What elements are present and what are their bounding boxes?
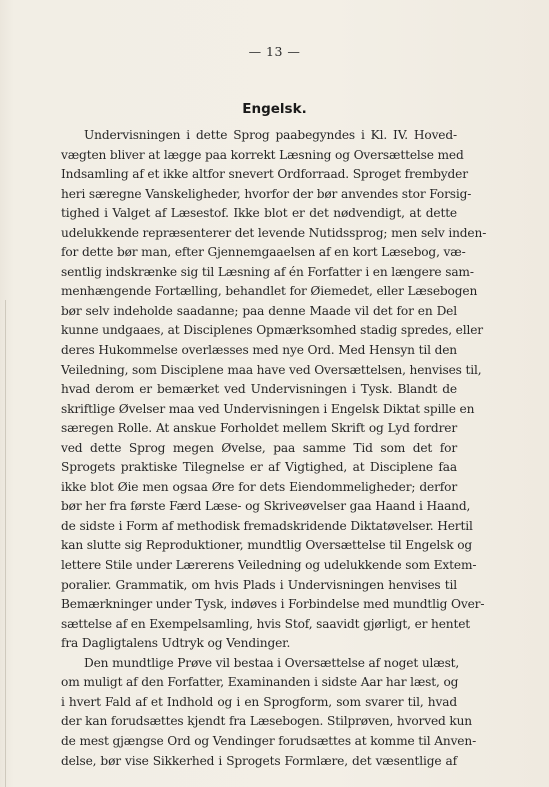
text-line: Bemærkninger under Tysk, indøves i Forbindelse med mundtlig Over-	[61, 597, 485, 612]
text-line: tighed i Valget af Læsestof. Ikke blot er det nødvendigt, at dette	[61, 206, 457, 221]
text-line: om muligt af den Forfatter, Examinanden i sidste Aar har læst, og	[61, 675, 459, 690]
text-line: heri særegne Vanskeligheder, hvorfor der bør anvendes stor Forsig-	[61, 186, 472, 201]
text-line: Sprogets praktiske Tilegnelse er af Vigtighed, at Disciplene faa	[61, 460, 457, 475]
text-line: ikke blot Øie men ogsaa Øre for dets Eiendommeligheder; derfor	[61, 479, 457, 494]
text-line: delse, bør vise Sikkerhed i Sprogets Formlære, det væsentlige af	[61, 753, 457, 768]
text-line: vægten bliver at lægge paa korrekt Læsning og Oversættelse med	[61, 147, 464, 162]
body-text	[61, 126, 487, 771]
text-line: bør her fra første Færd Læse- og Skriveøvelser gaa Haand i Haand,	[61, 499, 471, 514]
text-line: Indsamling af et ikke altfor snevert Ordforraad. Sproget frembyder	[61, 167, 468, 182]
text-line: der kan forudsættes kjendt fra Læsebogen. Stilprøven, hvorved kun	[61, 714, 473, 729]
text-line: kunne undgaaes, at Disciplenes Opmærksomhed stadig spredes, eller	[61, 323, 483, 338]
text-line: udelukkende repræsenterer det levende Nutidssprog; men selv inden-	[61, 225, 487, 240]
text-line: Den mundtlige Prøve vil bestaa i Oversættelse af noget ulæst,	[84, 655, 460, 670]
text-line: skriftlige Øvelser maa ved Undervisningen i Engelsk Diktat spille en	[61, 401, 475, 416]
page-number: — 13 —	[248, 44, 301, 59]
text-line: menhængende Fortælling, behandlet for Øiemedet, eller Læsebogen	[61, 284, 478, 299]
text-line: sentlig indskrænke sig til Læsning af én Forfatter i en længere sam-	[61, 264, 474, 279]
text-line: poralier. Grammatik, om hvis Plads i Undervisningen henvises til	[61, 577, 457, 592]
text-line: særegen Rolle. At anskue Forholdet mellem Skrift og Lyd fordrer	[61, 421, 457, 436]
text-line: kan slutte sig Reproduktioner, mundtlig Oversættelse til Engelsk og	[61, 538, 473, 553]
text-line: de sidste i Form af methodisk fremadskridende Diktatøvelser. Hertil	[61, 518, 473, 533]
section-heading: Engelsk.	[242, 101, 307, 117]
text-line: deres Hukommelse overlæsses med nye Ord. Med Hensyn til den	[61, 343, 457, 358]
text-line: lettere Stile under Lærerens Veiledning og udelukkende som Extem-	[61, 558, 477, 573]
text-line: ved dette Sprog megen Øvelse, paa samme Tid som det for	[61, 440, 457, 455]
text-line: fra Dagligtalens Udtryk og Vendinger.	[61, 636, 291, 651]
text-line: de mest gjængse Ord og Vendinger forudsættes at komme til Anven-	[61, 733, 477, 748]
text-line: Veiledning, som Disciplene maa have ved Oversættelsen, henvises til,	[61, 362, 482, 377]
text-line: for dette bør man, efter Gjennemgaaelsen af en kort Læsebog, væ-	[61, 245, 466, 260]
text-line: bør selv indeholde saadanne; paa denne Maade vil det for en Del	[61, 303, 457, 318]
text-line: Undervisningen i dette Sprog paabegyndes i Kl. IV. Hoved-	[84, 128, 457, 142]
text-line: sættelse af en Exempelsamling, hvis Stof, saavidt gjørligt, er hentet	[61, 616, 471, 631]
text-line: i hvert Fald af et Indhold og i en Sprogform, som svarer til, hvad	[61, 694, 457, 709]
text-line: hvad derom er bemærket ved Undervisningen i Tysk. Blandt de	[61, 382, 457, 397]
page-gutter-edge	[5, 300, 6, 787]
